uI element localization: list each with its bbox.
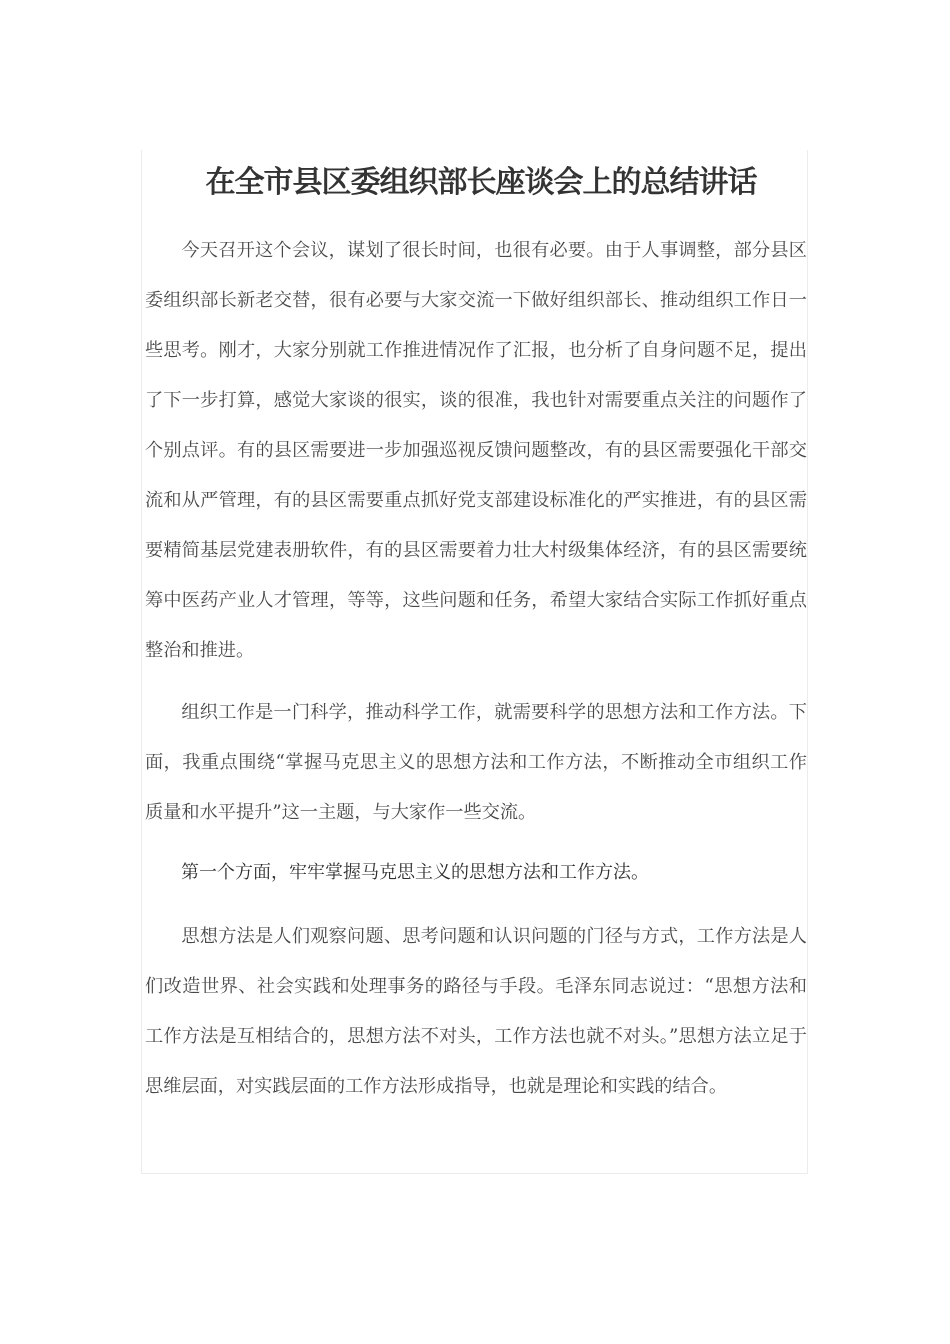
section-heading: 第一个方面，牢牢掌握马克思主义的思想方法和工作方法。 bbox=[181, 862, 649, 883]
paragraph-topic: 组织工作是一门科学，推动科学工作，就需要科学的思想方法和工作方法。下面，我重点围绕“掌握马克思主义的思想方法和工作方法，不断推动全市组织工作质量和水平提升”这一主题，与大家作一些交流。 bbox=[145, 702, 807, 823]
paragraph-intro: 今天召开这个会议，谋划了很长时间，也很有必要。由于人事调整，部分县区委组织部长新老交替，很有必要与大家交流一下做好组织部长、推动组织工作日一些思考。刚才，大家分别就工作推进情况作了汇报，也分析了自身问题不足，提出了下一步打算，感觉大家谈的很实，谈的很准，我也针对需要重点关注的问题作了个别点评。有的县区需要进一步加强巡视反馈问题整改，有的县区需要强化干部交流和从严管理，有的县区需要重点抓好党支部建设标准化的严实推进，有的县区需要精简基层党建表册软件，有的县区需要着力壮大村级集体经济，有的县区需要统筹中医药产业人才管理，等等，这些问题和任务，希望大家结合实际工作抓好重点整治和推进。 bbox=[145, 240, 807, 661]
document-title: 在全市县区委组织部长座谈会上的总结讲话 bbox=[205, 165, 757, 201]
paragraph-section-one: 思想方法是人们观察问题、思考问题和认识问题的门径与方式，工作方法是人们改造世界、社会实践和处理事务的路径与手段。毛泽东同志说过：“思想方法和工作方法是互相结合的，思想方法不对头，工作方法也就不对头。”思想方法立足于思维层面，对实践层面的工作方法形成指导，也就是理论和实践的结合。 bbox=[145, 926, 807, 1097]
